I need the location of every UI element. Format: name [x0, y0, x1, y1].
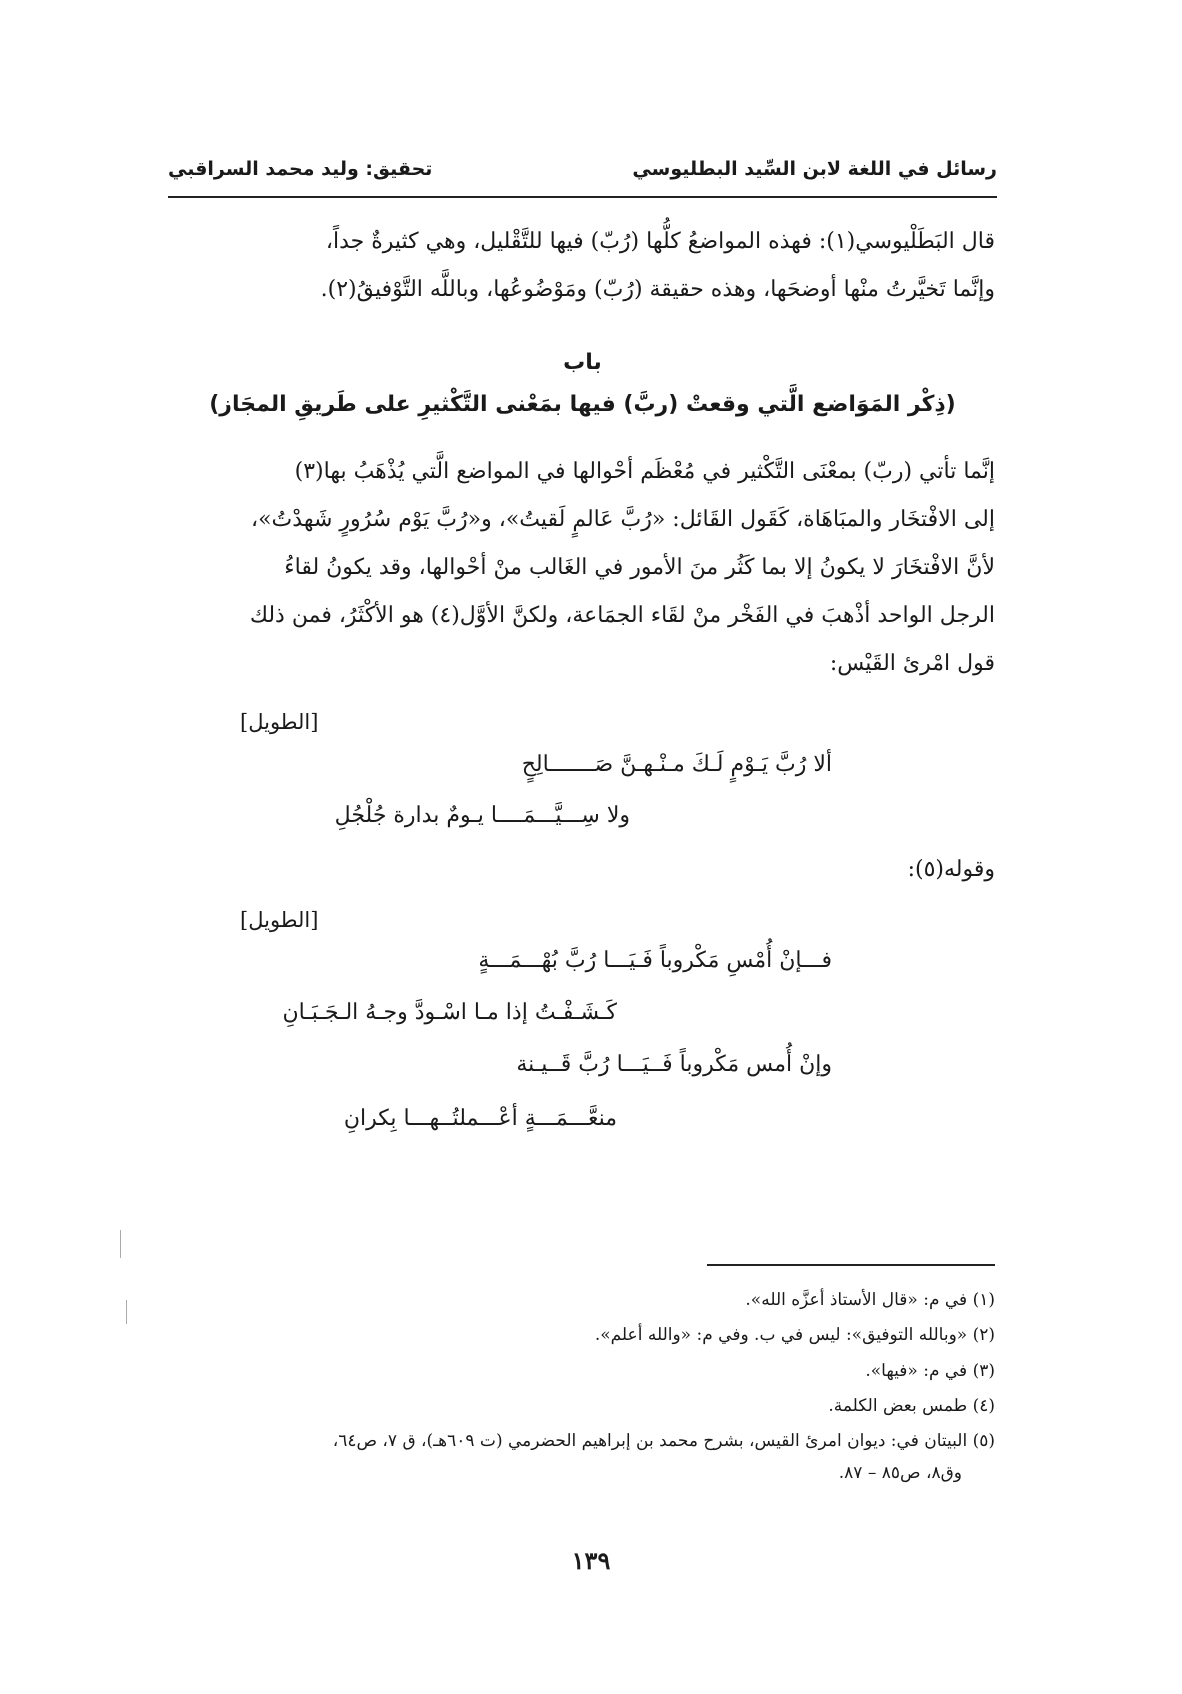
page-number: ١٣٩ — [571, 1546, 611, 1575]
book-title: رسائل في اللغة لابن السِّيد البطليوسي — [632, 158, 997, 180]
text-line: قال البَطَلْيوسي(١): فهذه المواضعُ كلُّها (رُبّ) فيها للتَّقْليل، وهي كثيرةٌ جداً، — [325, 229, 995, 254]
poem2-line-4: منعَّـــمَـــةٍ أعْـــملتُــهـــا بِكرانِ — [343, 1106, 617, 1131]
text-line: لأنَّ الافْتخَارَ لا يكونُ إلا بما كَثُر منَ الأمور في الغَالب منْ أحْوالها، وقد يكونُ لقاءُ — [284, 555, 995, 580]
intro-paragraph — [185, 218, 995, 314]
footnote-continuation: وق٨، ص٨٥ – ٨٧. — [838, 1463, 962, 1483]
text-line: إلى الافْتخَار والمبَاهَاة، كَقَول القَائل: «رُبَّ عَالمٍ لَقيتُ»، و«رُبَّ يَوْم سُرُورٍ شَهدْتُ»، — [251, 507, 995, 532]
poem1-hemistich-1: ألا رُبَّ يَـوْمٍ لَـكَ مـنْـهـنَّ صَـــــــالِحٍ — [521, 752, 832, 777]
running-header — [168, 152, 997, 192]
scan-mark — [126, 1300, 127, 1324]
poem2-intro: وقوله(٥): — [907, 857, 995, 882]
poem2-line-2: كَـشَـفْـتُ إذا مـا اسْـودَّ وجـهُ الـجَـبَـانِ — [282, 1000, 617, 1025]
text-line: قول امْرئ القَيْس: — [829, 651, 995, 676]
text-line: الرجل الواحد أذْهبَ في الفَخْر منْ لقَاء الجمَاعة، ولكنَّ الأوَّل(٤) هو الأكْثَرُ، فمن ذلك — [249, 603, 995, 628]
text-line: وإنَّما تَخيَّرتُ منْها أوضحَها، وهذه حقيقة (رُبّ) ومَوْضُوعُها، وباللَّه التَّوْفيقُ(٢). — [320, 277, 995, 302]
footnote: (٥) البيتان في: ديوان امرئ القيس، بشرح محمد بن إبراهيم الحضرمي (ت ٦٠٩هـ)، ق ٧، ص٦٤، — [332, 1431, 995, 1451]
footnote: (١) في م: «قال الأستاذ أعزَّه الله». — [745, 1290, 995, 1310]
poem1-hemistich-2: ولا سِـــيَّـــمَــــا يـومٌ بدارة جُلْجُلِ — [334, 803, 630, 828]
section-title: (ذِكْر المَوَاضع الَّتي وقعتْ (ربَّ) فيها بمَعْنى التَّكْثيرِ على طَريقِ المجَاز) — [209, 392, 956, 417]
footnote: (٢) «وبالله التوفيق»: ليس في ب. وفي م: «والله أعلم». — [594, 1325, 995, 1345]
poem2-meter: [الطويل] — [240, 908, 319, 932]
section-label: باب — [563, 350, 602, 375]
poem2-line-3: وإنْ أُمس مَكْروباً فَــيَـــا رُبَّ قَــيـنة — [516, 1052, 832, 1077]
poem2-line-1: فـــإنْ أُمْسِ مَكْروباً فَـيَـــا رُبَّ بُهْـــمَـــةٍ — [478, 948, 832, 973]
editor-credit: تحقيق: وليد محمد السراقبي — [168, 158, 433, 180]
scan-mark — [120, 1230, 121, 1258]
footnote: (٤) طمس بعض الكلمة. — [828, 1396, 995, 1416]
footnote-divider — [707, 1264, 995, 1266]
poem1-meter: [الطويل] — [240, 710, 319, 734]
main-paragraph — [185, 448, 995, 688]
text-line: إنَّما تأتي (ربّ) بمعْنَى التَّكْثير في مُعْظَم أحْوالها في المواضع الَّتي يُذْهَبُ بها(٣) — [294, 459, 995, 484]
footnote: (٣) في م: «فيها». — [865, 1361, 995, 1381]
header-divider — [168, 196, 997, 198]
